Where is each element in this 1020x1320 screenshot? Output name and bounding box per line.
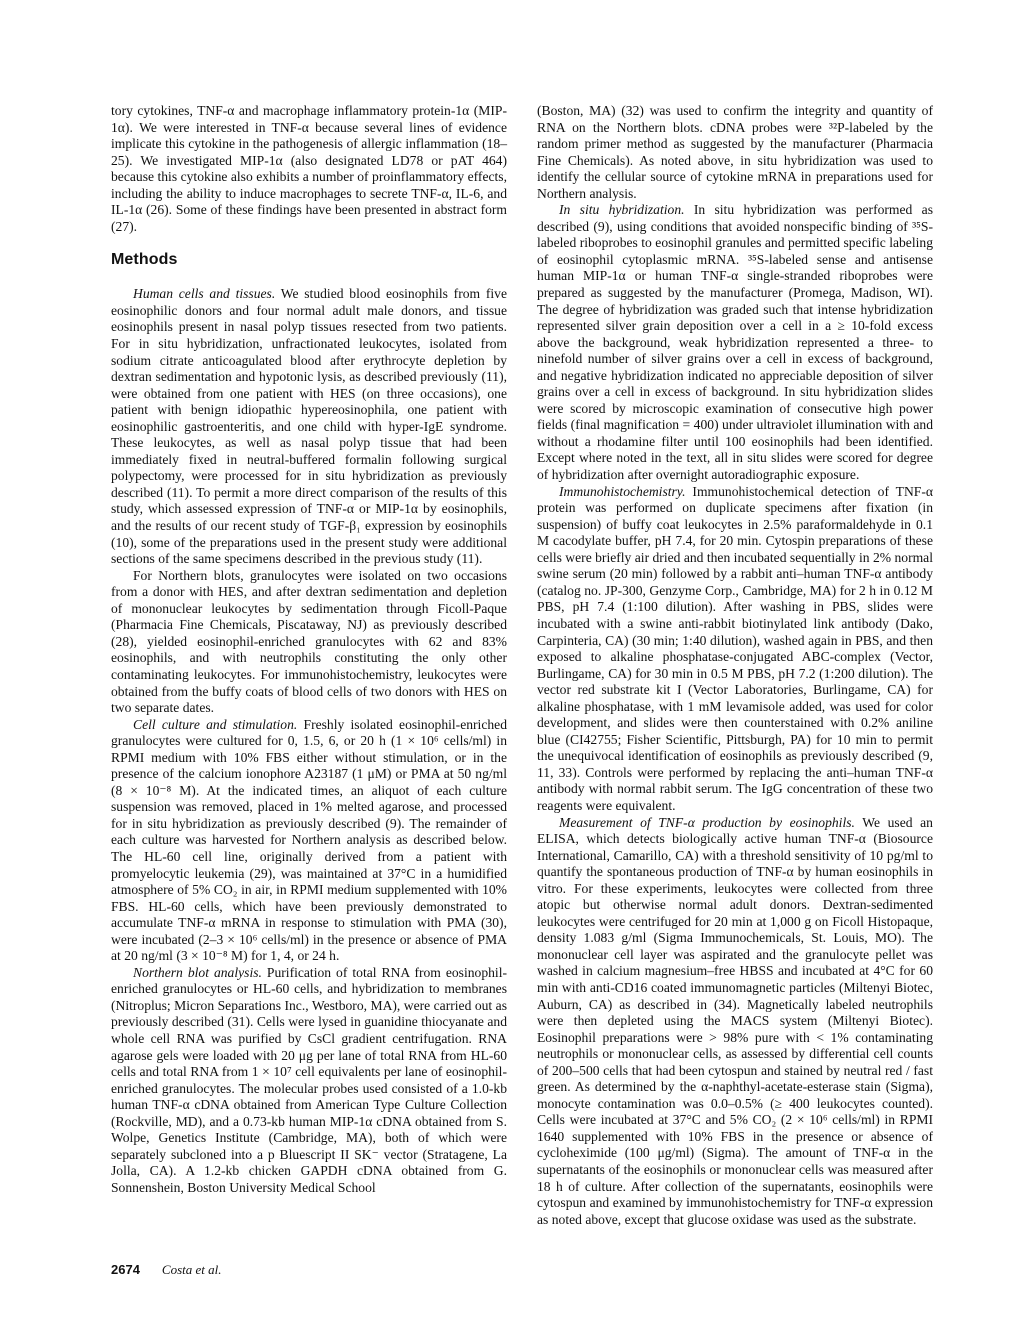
- cell-culture-paragraph: [111, 717, 507, 965]
- continuation-paragraph: (Boston, MA) (32) was used to confirm the integrity and quantity of RNA on the Northern blots. cDNA probes were ³²P-labeled by the random primer method as suggested by the manufacturer (Pharmacia Fine Chemicals). As noted above, in situ hybridization was used to identify the cellular source of cytokine mRNA in preparations used for Northern analysis.: [537, 103, 933, 201]
- immunohistochemistry-text: Immunohistochemical detection of TNF-α protein was performed on duplicate specimens after fixation (in suspension) of buffy coat leukocytes in 2.5% paraformaldehyde in 0.1 M cacodylate buffer, pH 7.4, for 20 min. Cytospin preparations of these cells were briefly air dried and then incubated sequentially in 2% normal swine serum (20 min) followed by a rabbit anti–human TNF-α antibody (catalog no. JP-300, Genzyme Corp., Cambridge, MA) for 2 h in 0.12 M PBS, pH 7.4 (1:100 dilution). After washing in PBS, slides were incubated with a swine anti-rabbit biotinylated link antibody (Dako, Carpinteria, CA) (30 min; 1:40 dilution), washed again in PBS, and then exposed to alkaline phosphatase-conjugated ABC-complex (Vector, Burlingame, CA) for 30 min in 0.5 M PBS, pH 7.2 (1:200 dilution). The vector red substrate kit I (Vector Laboratories, Burlingame, CA) for alkaline phosphatase, with 1 mM levamisole added, was used for color development, and slides were then counterstained with 0.2% aniline blue (CI42755; Fisher Scientific, Pittsburgh, PA) for 10 min to permit the unequivocal identification of eosinophils as previously described (9, 11, 33). Controls were performed by replacing the anti–human TNF-α antibody with normal rabbit serum. The IgG concentration of these two reagents were equivalent.: [537, 483, 933, 813]
- page-footer: [111, 1262, 222, 1278]
- human-cells-paragraph: [111, 286, 507, 567]
- right-column: [537, 103, 933, 1228]
- measurement-text: We used an ELISA, which detects biologically active human TNF-α (Biosource International, Camarillo, CA) with a threshold sensitivity of 10 pg/ml to quantify the spontaneous production of TNF-α by human eosinophils in vitro. For these experiments, leukocytes were collected from three atopic but otherwise normal adult donors. Dextran-sedimented leukocytes were centrifuged for 20 min at 1,000 g on Ficoll Histopaque, density 1.083 g/ml (Sigma Immunochemicals, St. Louis, MO). The mononuclear cell layer was aspirated and the granulocyte pellet was washed in calcium magnesium–free HBSS and incubated at 4°C for 60 min with anti-CD16 coated immunomagnetic particles (Miltenyi Biotec, Auburn, CA) as described in (34). Magnetically labeled neutrophils were then depleted using the MACS system (Miltenyi Biotec). Eosinophil preparations were > 98% pure with < 1% contaminating neutrophils or mononuclear cells, as assessed by differential cell counts of 200–500 cells that had been cytospun and stained by neutral red / fast green. As determined by the α-naphthyl-acetate-esterase stain (Sigma), monocyte contamination was 0.0–0.5% (≥ 400 leukocytes counted). Cells were incubated at 37°C and 5% CO₂ (2 × 10⁶ cells/ml) in RPMI 1640 supplemented with 10% FBS in the presence or absence of cycloheximide (100 μg/ml) (Sigma). The amount of TNF-α in the supernatants of the eosinophils or mononuclear cells was measured after 18 h of culture. After collection of the supernatants, eosinophils were cytospun and examined by immunohistochemistry for TNF-α expression as noted above, except that glucose oxidase was used as the substrate.: [537, 814, 933, 1227]
- immunohistochemistry-paragraph: [537, 484, 933, 815]
- human-cells-text: We studied blood eosinophils from five eosinophilic donors and four normal adult male donors, and tissue eosinophils present in nasal polyp tissues resected from two patients. For in situ hybridization, unfractionated leukocytes, isolated from sodium citrate anticoagulated blood after erythrocyte depletion by dextran sedimentation and hypotonic lysis, as described previously (11), were obtained from one patient with HES (on three occasions), one patient with benign idiopathic hypereosinophila, one patient with eosinophilic gastroenteritis, and one child with hyper-IgE syndrome. These leukocytes, as well as nasal polyp tissue that had been immediately fixed in neutral-buffered formalin following surgical polypectomy, were processed for in situ hybridization as previously described (11). To permit a more direct comparison of the results of this study, which assessed expression of TNF-α or MIP-1α by eosinophils, and the results of our recent study of TGF-β₁ expression by eosinophils (10), some of the preparations used in the present study were additional sections of the same specimens described in the previous study (11).: [111, 286, 507, 567]
- in-situ-title: In situ hybridization.: [559, 202, 685, 218]
- northern-blot-analysis-title: Northern blot analysis.: [133, 964, 262, 980]
- left-column: [111, 103, 507, 1196]
- in-situ-text: In situ hybridization was performed as described (9), using conditions that avoided nonspecific binding of ³⁵S-labeled riboprobes to eosinophil granules and permitted specific labeling of eosinophil cytoplasmic mRNA. ³⁵S-labeled sense and antisense human MIP-1α or human TNF-α single-stranded riboprobes were prepared as suggested by the manufacturer (Promega, Madison, WI). The degree of hybridization was graded such that intense hybridization represented silver grain deposition over a cell in a ≥ 10-fold excess above the background, weak hybridization represented a three- to ninefold number of silver grains over a cell in excess of background, and negative hybridization indicated no appreciable deposition of silver grains over a cell in excess of background. In situ hybridization slides were scored by microscopic examination of consecutive high power fields (final magnification = 400) under ultraviolet illumination with and without a rhodamine filter until 100 eosinophils had been identified. Except where noted in the text, all in situ slides were scored for degree of hybridization after overnight autoradiographic exposure.: [537, 202, 933, 483]
- measurement-title: Measurement of TNF-α production by eosinophils.: [559, 814, 855, 830]
- immunohistochemistry-title: Immunohistochemistry.: [559, 483, 686, 499]
- in-situ-paragraph: [537, 202, 933, 483]
- northern-blots-paragraph: For Northern blots, granulocytes were isolated on two occasions from a donor with HES, and after dextran sedimentation and depletion of mononuclear leukocytes by sedimentation through Ficoll-Paque (Pharmacia Fine Chemicals, Piscataway, NJ) as previously described (28), yielded eosinophil-enriched granulocytes with 62 and 83% eosinophils, and with neutrophils constituting the only other contaminating leukocytes. For immunohistochemistry, leukocytes were obtained from the buffy coats of blood cells of two donors with HES on two separate dates.: [111, 567, 507, 716]
- human-cells-title: Human cells and tissues.: [133, 286, 276, 302]
- cell-culture-title: Cell culture and stimulation.: [133, 716, 298, 732]
- methods-heading: Methods: [111, 251, 178, 269]
- northern-blot-analysis-text: Purification of total RNA from eosinophil-enriched granulocytes or HL-60 cells, and hybridization to membranes (Nitroplus; Micron Separations Inc., Westboro, MA), were carried out as previously described (31). Cells were lysed in guanidine thiocyanate and whole cell RNA was purified by CsCl gradient centrifugation. RNA agarose gels were loaded with 20 μg per lane of total RNA from HL-60 cells and total RNA from 1 × 10⁷ cell equivalents per lane of eosinophil-enriched granulocytes. The molecular probes used consisted of a 1.0-kb human TNF-α cDNA obtained from American Type Culture Collection (Rockville, MD), and a 0.73-kb human MIP-1α cDNA obtained from S. Wolpe, Genetics Institute (Cambridge, MA), both of which were separately subcloned into a p Bluescript II SK⁻ vector (Stratagene, La Jolla, CA). A 1.2-kb chicken GAPDH cDNA obtained from G. Sonnenshein, Boston University Medical School: [111, 964, 508, 1195]
- cell-culture-text: Freshly isolated eosinophil-enriched granulocytes were cultured for 0, 1.5, 6, or 20 h (1 × 10⁶ cells/ml) in RPMI medium with 10% FBS either without stimulation, or in the presence of the calcium ionophore A23187 (1 μM) or PMA at 50 ng/ml (8 × 10⁻⁸ M). At the indicated times, an aliquot of each culture suspension was removed, placed in 1% melted agarose, and processed for in situ hybridization as previously described (9). The remainder of each culture was harvested for Northern analysis as described below. The HL-60 cell line, originally derived from a patient with promyelocytic leukemia (29), was maintained at 37°C in a humidified atmosphere of 5% CO₂ in air, in RPMI medium supplemented with 10% FBS. HL-60 cells, which have been previously demonstrated to accumulate TNF-α mRNA in response to stimulation with PMA (30), were incubated (2–3 × 10⁶ cells/ml) in the presence or absence of PMA at 20 ng/ml (3 × 10⁻⁸ M) for 1, 4, or 24 h.: [111, 716, 507, 964]
- page-number: 2674: [111, 1262, 140, 1277]
- intro-paragraph: tory cytokines, TNF-α and macrophage inflammatory protein-1α (MIP-1α). We were interested in TNF-α because several lines of evidence implicate this cytokine in the pathogenesis of allergic inflammation (18–25). We investigated MIP-1α (also designated LD78 or pAT 464) because this cytokine also exhibits a number of proinflammatory effects, including the ability to induce macrophages to secrete TNF-α, IL-6, and IL-1α (26). Some of these findings have been presented in abstract form (27).: [111, 103, 507, 234]
- running-author: Costa et al.: [161, 1262, 222, 1277]
- northern-blot-analysis-paragraph: [111, 965, 507, 1197]
- measurement-paragraph: [537, 815, 933, 1229]
